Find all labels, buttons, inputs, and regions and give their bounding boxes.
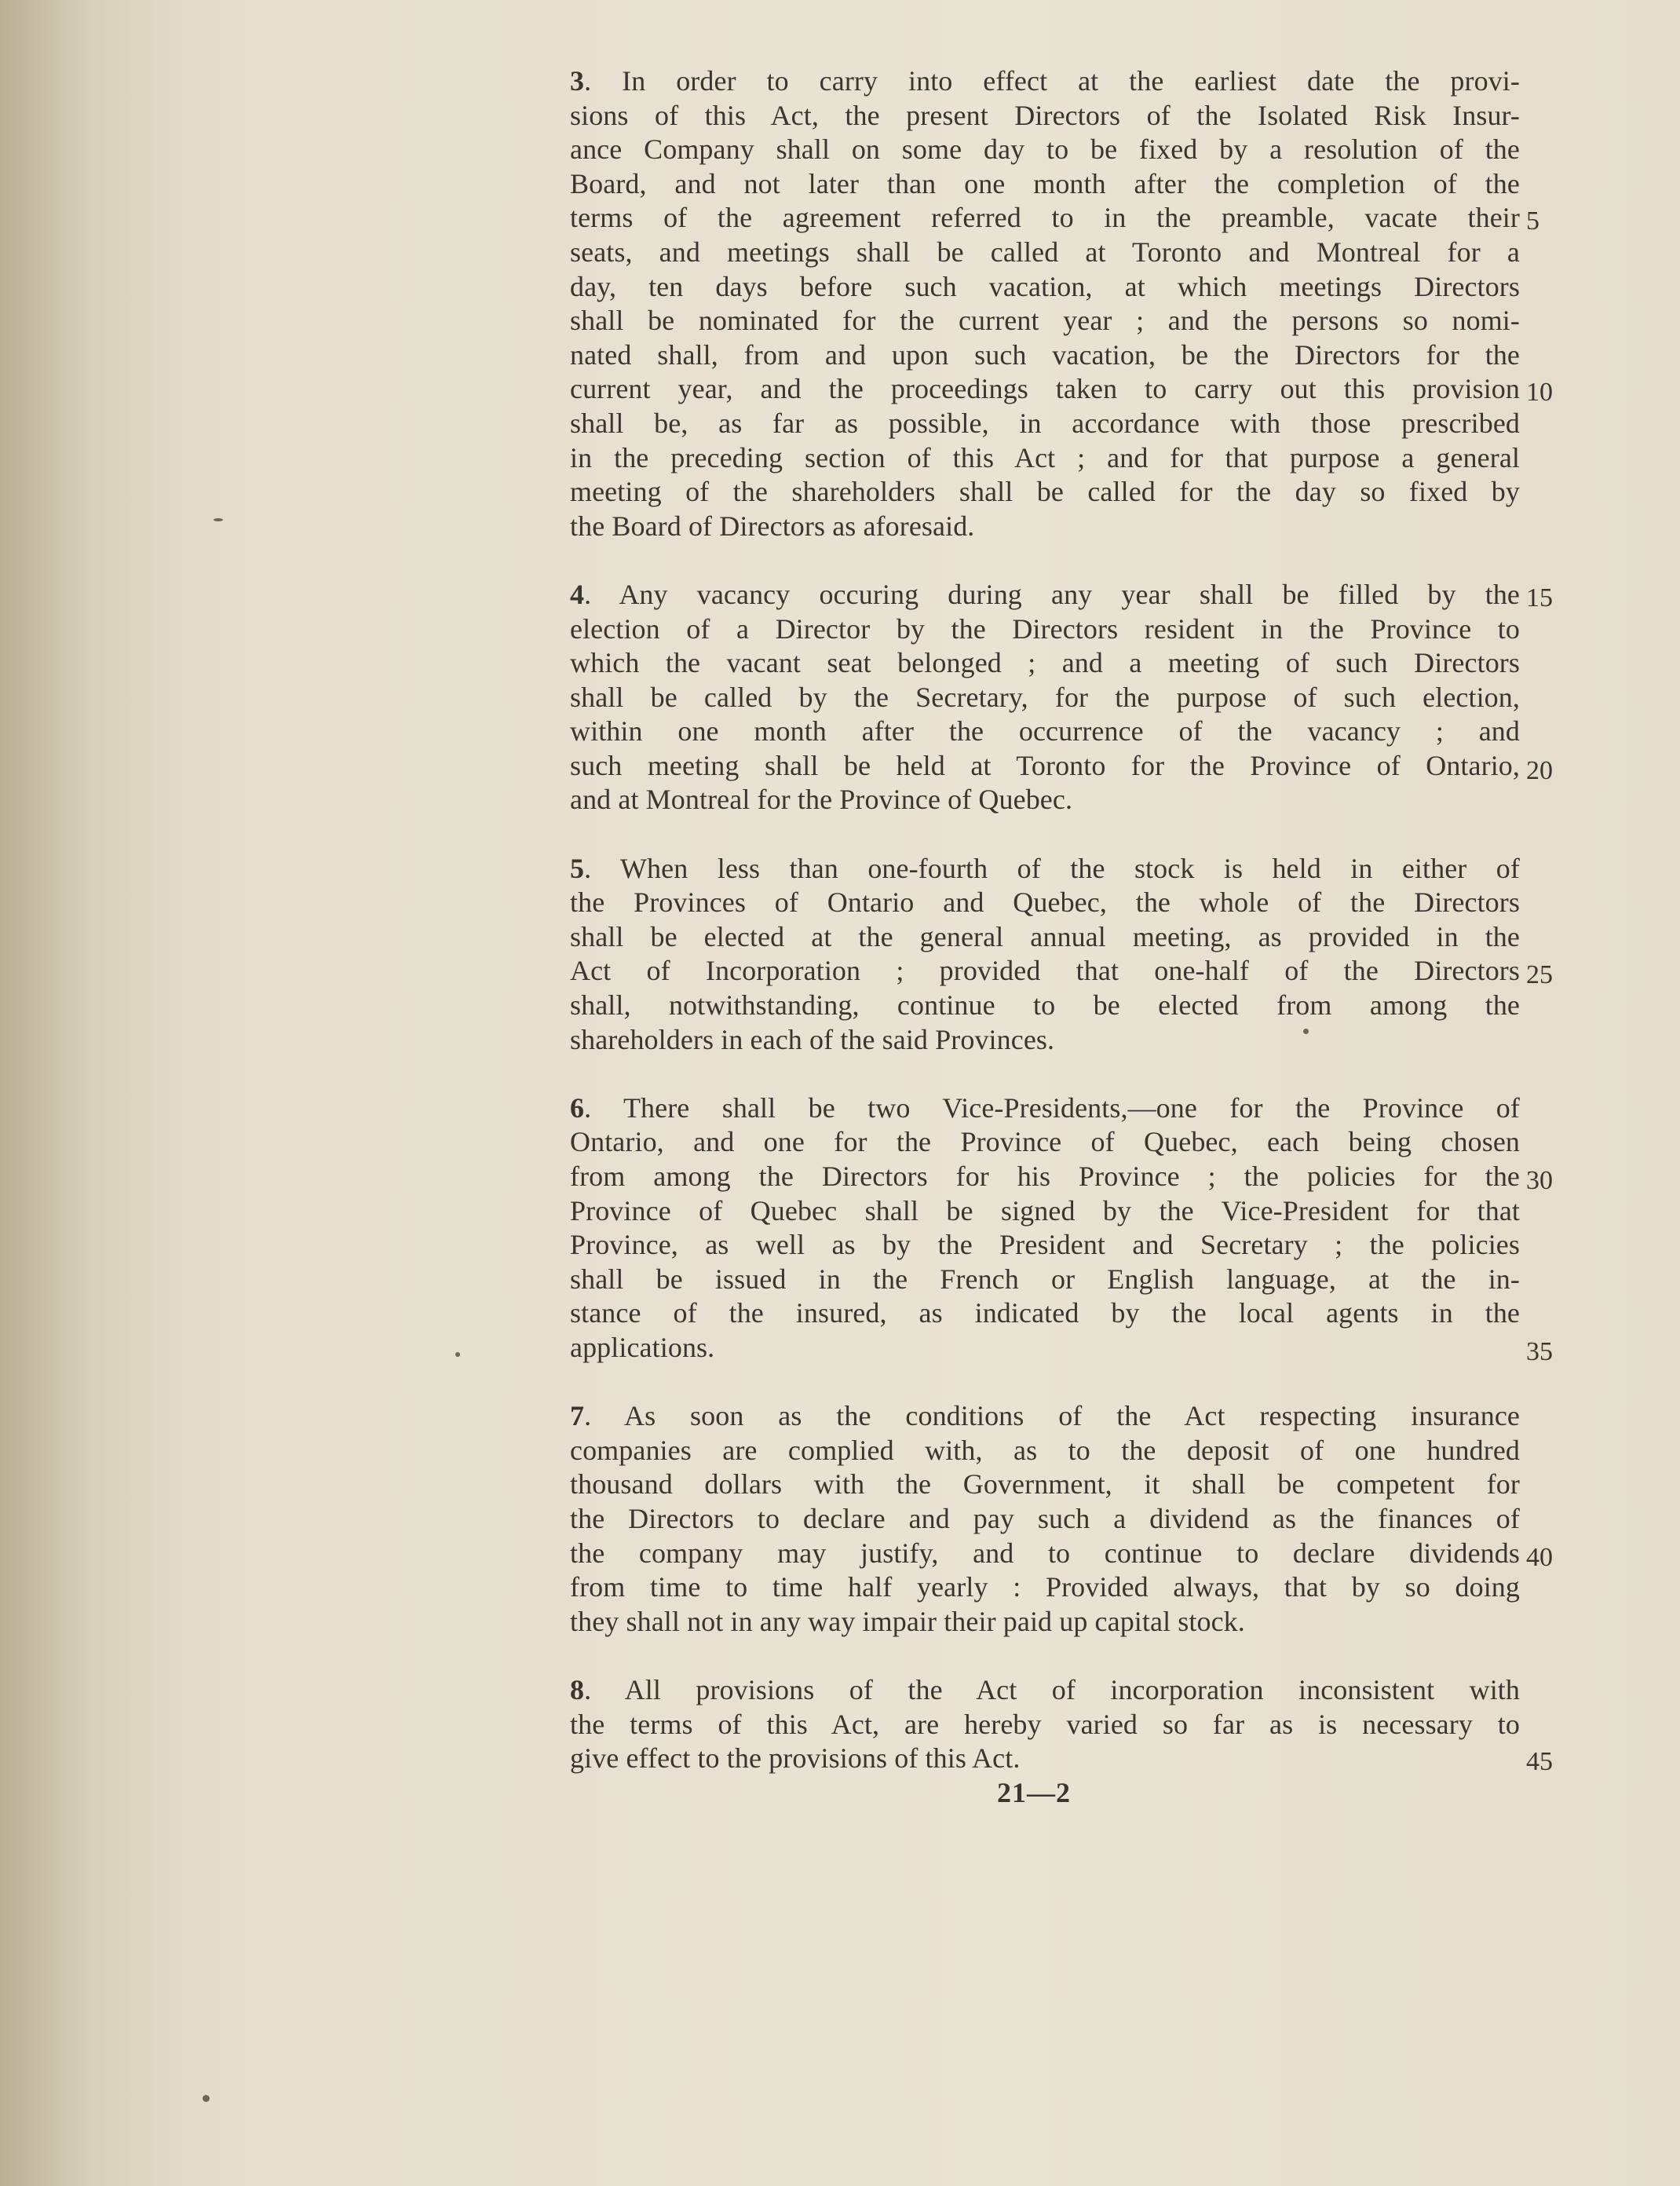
section-4 bbox=[570, 578, 1520, 817]
paper-speck bbox=[214, 518, 223, 521]
text-line: 3. In order to carry into effect at the earliest date the provi- bbox=[570, 65, 1520, 97]
text-line: shall be called by the Secretary, for the purpose of such election, bbox=[570, 681, 1520, 713]
section-number: 4 bbox=[570, 578, 585, 610]
text-line: shall be issued in the French or English language, at the in- bbox=[570, 1263, 1520, 1295]
section-3 bbox=[570, 64, 1520, 543]
text-line: the company may justify, and to continue to declare dividends bbox=[570, 1537, 1520, 1569]
paper-speck bbox=[455, 1352, 460, 1357]
section-number: 3 bbox=[570, 65, 585, 97]
text-line: 5. When less than one-fourth of the stock is held in either of bbox=[570, 852, 1520, 884]
act-text-body bbox=[570, 64, 1520, 1776]
text-line: Act of Incorporation ; provided that one-half of the Directors bbox=[570, 955, 1520, 987]
text-line: current year, and the proceedings taken to carry out this provision bbox=[570, 373, 1520, 405]
line-number: 30 bbox=[1526, 1166, 1553, 1195]
text-line: shall, notwithstanding, continue to be elected from among the bbox=[570, 989, 1520, 1022]
text-line: applications. bbox=[570, 1331, 715, 1363]
text-line: shall be elected at the general annual meeting, as provided in the bbox=[570, 920, 1520, 952]
paper-speck bbox=[203, 2095, 210, 2102]
section-number: 7 bbox=[570, 1400, 585, 1432]
section-8 bbox=[570, 1673, 1520, 1776]
section-number: 5 bbox=[570, 852, 585, 884]
text-line: sions of this Act, the present Directors of the Isolated Risk Insur- bbox=[570, 99, 1520, 131]
text-line: Province of Quebec shall be signed by the Vice-President for that bbox=[570, 1194, 1520, 1226]
text-line: thousand dollars with the Government, it shall be competent for bbox=[570, 1468, 1520, 1501]
text-line: shall be, as far as possible, in accordance with those prescribed bbox=[570, 407, 1520, 439]
text-line: companies are complied with, as to the deposit of one hundred bbox=[570, 1434, 1520, 1466]
text-line: 8. All provisions of the Act of incorporation inconsistent with bbox=[570, 1673, 1520, 1705]
text-line: and at Montreal for the Province of Quebec. bbox=[570, 784, 1073, 816]
text-line: Board, and not later than one month after the completion of the bbox=[570, 167, 1520, 199]
section-number: 8 bbox=[570, 1673, 585, 1705]
binding-gutter-shadow bbox=[0, 0, 259, 2186]
line-number: 5 bbox=[1526, 207, 1539, 236]
section-7 bbox=[570, 1399, 1520, 1639]
text-line: nated shall, from and upon such vacation, be the Directors for the bbox=[570, 338, 1520, 371]
text-line: Ontario, and one for the Province of Quebec, each being chosen bbox=[570, 1126, 1520, 1158]
text-line: seats, and meetings shall be called at Toronto and Montreal for a bbox=[570, 236, 1520, 268]
text-line: 6. There shall be two Vice-Presidents,—one for the Province of bbox=[570, 1091, 1520, 1124]
paper-speck bbox=[1303, 1029, 1309, 1034]
text-line: within one month after the occurrence of the vacancy ; and bbox=[570, 715, 1520, 748]
text-line: the Directors to declare and pay such a dividend as the finances of bbox=[570, 1502, 1520, 1534]
text-line: day, ten days before such vacation, at which meetings Directors bbox=[570, 270, 1520, 302]
section-5 bbox=[570, 852, 1520, 1058]
text-line: such meeting shall be held at Toronto for the Province of Ontario, bbox=[570, 749, 1520, 781]
section-number: 6 bbox=[570, 1091, 585, 1124]
text-line: 7. As soon as the conditions of the Act respecting insurance bbox=[570, 1400, 1520, 1432]
text-line: 4. Any vacancy occuring during any year shall be filled by the bbox=[570, 578, 1520, 610]
line-number: 40 bbox=[1526, 1543, 1553, 1572]
text-line: stance of the insured, as indicated by the local agents in the bbox=[570, 1297, 1520, 1329]
line-number: 45 bbox=[1526, 1747, 1553, 1776]
line-number: 20 bbox=[1526, 756, 1553, 785]
line-number: 25 bbox=[1526, 960, 1553, 989]
section-6 bbox=[570, 1091, 1520, 1365]
text-line: in the preceding section of this Act ; and for that purpose a general bbox=[570, 441, 1520, 473]
text-line: shall be nominated for the current year ; and the persons so nomi- bbox=[570, 305, 1520, 337]
text-line: they shall not in any way impair their paid up capital stock. bbox=[570, 1605, 1245, 1637]
text-line: which the vacant seat belonged ; and a meeting of such Directors bbox=[570, 647, 1520, 679]
line-number: 15 bbox=[1526, 583, 1553, 612]
text-line: election of a Director by the Directors resident in the Province to bbox=[570, 612, 1520, 645]
text-line: the terms of this Act, are hereby varied so far as is necessary to bbox=[570, 1708, 1520, 1740]
text-line: the Provinces of Ontario and Quebec, the whole of the Directors bbox=[570, 886, 1520, 919]
text-line: Province, as well as by the President and Secretary ; the policies bbox=[570, 1229, 1520, 1261]
text-line: terms of the agreement referred to in the preamble, vacate their bbox=[570, 202, 1520, 234]
line-number: 35 bbox=[1526, 1337, 1553, 1366]
text-line: ance Company shall on some day to be fixed by a resolution of the bbox=[570, 133, 1520, 166]
text-line: meeting of the shareholders shall be called for the day so fixed by bbox=[570, 476, 1520, 508]
text-line: from time to time half yearly : Provided always, that by so doing bbox=[570, 1571, 1520, 1603]
margin-line-numbers bbox=[1526, 0, 1573, 2186]
text-line: give effect to the provisions of this Act. bbox=[570, 1742, 1021, 1775]
text-line: shareholders in each of the said Provinces. bbox=[570, 1023, 1055, 1055]
line-number: 10 bbox=[1526, 378, 1553, 407]
text-line: the Board of Directors as aforesaid. bbox=[570, 510, 975, 542]
page-folio: 21—2 bbox=[997, 1777, 1071, 1808]
text-line: from among the Directors for his Province ; the policies for the bbox=[570, 1161, 1520, 1192]
